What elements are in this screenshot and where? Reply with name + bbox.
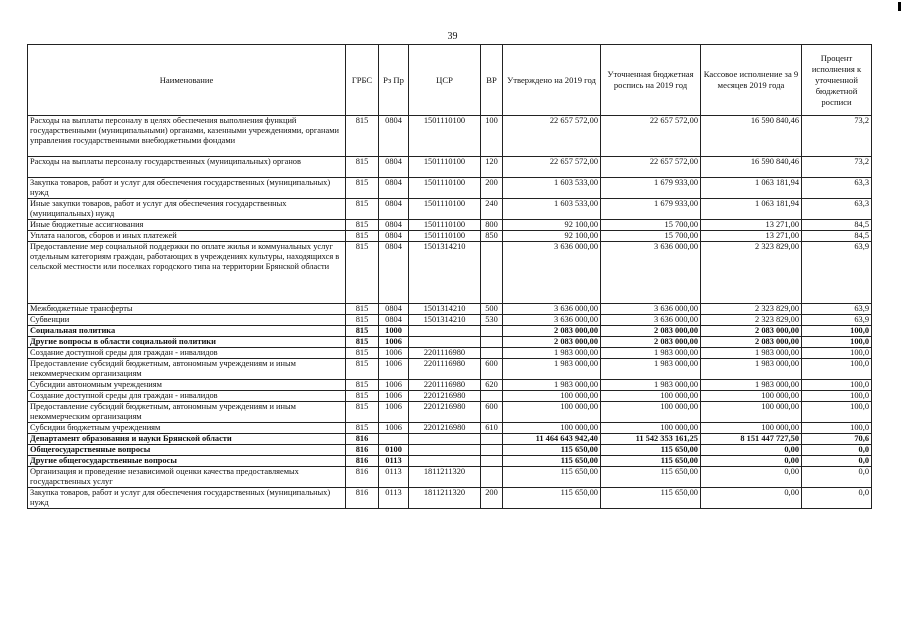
cell-cash: 13 271,00 (701, 220, 802, 231)
table-row (28, 337, 872, 348)
cell-vr: 850 (481, 231, 503, 242)
cell-vr (481, 456, 503, 467)
cell-approved: 3 636 000,00 (503, 315, 601, 326)
cell-cash: 16 590 840,46 (701, 116, 802, 157)
cell-cash: 0,00 (701, 467, 802, 488)
cell-vr (481, 434, 503, 445)
cell-name: Расходы на выплаты персоналу в целях обеспечения выполнения функций государственными (муниципальными) органами, казенными учреждениями, органами управления государственными внебюджетными фондами (28, 116, 346, 157)
table-row (28, 391, 872, 402)
cell-percent: 0,0 (802, 467, 872, 488)
cell-percent: 100,0 (802, 380, 872, 391)
cell-refined: 115 650,00 (601, 488, 701, 509)
cell-rzpr: 1006 (379, 402, 409, 423)
cell-refined: 15 700,00 (601, 231, 701, 242)
table-row (28, 315, 872, 326)
cell-cash: 1 063 181,94 (701, 199, 802, 220)
cell-name: Социальная политика (28, 326, 346, 337)
table-row (28, 467, 872, 488)
cell-csr: 1501110100 (409, 116, 481, 157)
cell-csr: 1501110100 (409, 157, 481, 178)
table-row (28, 348, 872, 359)
cell-vr (481, 348, 503, 359)
cell-approved: 3 636 000,00 (503, 242, 601, 304)
page-number: 39 (447, 31, 458, 42)
cell-grbs: 815 (346, 231, 379, 242)
cell-rzpr: 1006 (379, 337, 409, 348)
cell-grbs: 815 (346, 359, 379, 380)
cell-grbs: 816 (346, 456, 379, 467)
cell-vr: 240 (481, 199, 503, 220)
table-row (28, 199, 872, 220)
cell-percent: 63,9 (802, 315, 872, 326)
table-row (28, 157, 872, 178)
cell-percent: 0,0 (802, 488, 872, 509)
cell-vr: 500 (481, 304, 503, 315)
cell-percent: 0,0 (802, 445, 872, 456)
header-refined: Уточненная бюджетная роспись на 2019 год (601, 45, 701, 116)
cell-grbs: 815 (346, 116, 379, 157)
cell-csr (409, 326, 481, 337)
table-header-row (28, 45, 872, 116)
cell-csr (409, 337, 481, 348)
cell-cash: 0,00 (701, 445, 802, 456)
cell-name: Общегосударственные вопросы (28, 445, 346, 456)
cell-cash: 0,00 (701, 456, 802, 467)
cell-percent: 100,0 (802, 348, 872, 359)
cell-cash: 8 151 447 727,50 (701, 434, 802, 445)
cell-cash: 2 083 000,00 (701, 337, 802, 348)
cell-refined: 15 700,00 (601, 220, 701, 231)
cell-refined: 22 657 572,00 (601, 157, 701, 178)
cell-grbs: 815 (346, 199, 379, 220)
cell-vr (481, 326, 503, 337)
header-grbs: ГРБС (346, 45, 379, 116)
cell-name: Иные бюджетные ассигнования (28, 220, 346, 231)
cell-rzpr: 1006 (379, 391, 409, 402)
cell-approved: 100 000,00 (503, 423, 601, 434)
cell-name: Расходы на выплаты персоналу государственных (муниципальных) органов (28, 157, 346, 178)
cell-csr: 1811211320 (409, 467, 481, 488)
cell-csr: 2201116980 (409, 359, 481, 380)
cell-vr: 600 (481, 402, 503, 423)
cell-vr (481, 391, 503, 402)
cell-csr: 1501110100 (409, 199, 481, 220)
cell-approved: 11 464 643 942,40 (503, 434, 601, 445)
cell-refined: 2 083 000,00 (601, 337, 701, 348)
cell-approved: 22 657 572,00 (503, 116, 601, 157)
cell-csr: 1501110100 (409, 178, 481, 199)
cell-grbs: 816 (346, 488, 379, 509)
cell-name: Иные закупки товаров, работ и услуг для обеспечения государственных (муниципальных) нужд (28, 199, 346, 220)
cell-name: Уплата налогов, сборов и иных платежей (28, 231, 346, 242)
cell-name: Субвенции (28, 315, 346, 326)
cell-grbs: 815 (346, 157, 379, 178)
cell-grbs: 815 (346, 380, 379, 391)
cell-refined: 22 657 572,00 (601, 116, 701, 157)
cell-csr: 1501110100 (409, 220, 481, 231)
cell-csr: 1501314210 (409, 315, 481, 326)
table-row (28, 304, 872, 315)
cell-cash: 2 323 829,00 (701, 315, 802, 326)
cell-approved: 115 650,00 (503, 467, 601, 488)
cell-name: Создание доступной среды для граждан - инвалидов (28, 348, 346, 359)
cell-rzpr (379, 434, 409, 445)
table-row (28, 488, 872, 509)
table-row (28, 402, 872, 423)
cell-cash: 100 000,00 (701, 423, 802, 434)
cell-refined: 1 679 933,00 (601, 178, 701, 199)
cell-approved: 92 100,00 (503, 220, 601, 231)
cell-cash: 1 983 000,00 (701, 348, 802, 359)
cell-cash: 13 271,00 (701, 231, 802, 242)
cell-csr: 2201216980 (409, 402, 481, 423)
cell-percent: 100,0 (802, 337, 872, 348)
cell-rzpr: 0100 (379, 445, 409, 456)
cell-cash: 0,00 (701, 488, 802, 509)
cell-vr: 200 (481, 488, 503, 509)
cell-percent: 100,0 (802, 391, 872, 402)
header-rzpr: Рз Пр (379, 45, 409, 116)
cell-name: Закупка товаров, работ и услуг для обеспечения государственных (муниципальных) нужд (28, 488, 346, 509)
cell-vr (481, 242, 503, 304)
cell-name: Другие вопросы в области социальной политики (28, 337, 346, 348)
cell-cash: 1 983 000,00 (701, 380, 802, 391)
cell-rzpr: 0804 (379, 231, 409, 242)
table-row (28, 178, 872, 199)
cell-rzpr: 1006 (379, 380, 409, 391)
header-percent: Процент исполнения к уточненной бюджетной росписи (802, 45, 872, 116)
corner-mark (898, 2, 901, 11)
table-row (28, 445, 872, 456)
cell-name: Создание доступной среды для граждан - инвалидов (28, 391, 346, 402)
cell-grbs: 816 (346, 434, 379, 445)
cell-grbs: 816 (346, 445, 379, 456)
cell-grbs: 815 (346, 178, 379, 199)
cell-name: Субсидии автономным учреждениям (28, 380, 346, 391)
cell-vr (481, 467, 503, 488)
cell-percent: 73,2 (802, 116, 872, 157)
cell-approved: 92 100,00 (503, 231, 601, 242)
cell-name: Организация и проведение независимой оценки качества предоставляемых государственных услуг (28, 467, 346, 488)
header-approved: Утверждено на 2019 год (503, 45, 601, 116)
cell-rzpr: 0804 (379, 116, 409, 157)
cell-grbs: 815 (346, 242, 379, 304)
table-row (28, 456, 872, 467)
cell-csr: 2201216980 (409, 423, 481, 434)
cell-refined: 11 542 353 161,25 (601, 434, 701, 445)
cell-grbs: 815 (346, 402, 379, 423)
cell-refined: 115 650,00 (601, 445, 701, 456)
cell-approved: 115 650,00 (503, 488, 601, 509)
cell-percent: 63,3 (802, 178, 872, 199)
table-row (28, 242, 872, 304)
cell-percent: 0,0 (802, 456, 872, 467)
cell-approved: 3 636 000,00 (503, 304, 601, 315)
cell-approved: 22 657 572,00 (503, 157, 601, 178)
cell-approved: 1 603 533,00 (503, 199, 601, 220)
cell-percent: 84,5 (802, 220, 872, 231)
cell-name: Закупка товаров, работ и услуг для обеспечения государственных (муниципальных) нужд (28, 178, 346, 199)
cell-rzpr: 0804 (379, 157, 409, 178)
cell-percent: 63,9 (802, 242, 872, 304)
cell-approved: 2 083 000,00 (503, 337, 601, 348)
cell-rzpr: 1006 (379, 348, 409, 359)
cell-percent: 70,6 (802, 434, 872, 445)
cell-refined: 2 083 000,00 (601, 326, 701, 337)
cell-grbs: 815 (346, 348, 379, 359)
cell-refined: 3 636 000,00 (601, 242, 701, 304)
cell-rzpr: 0804 (379, 315, 409, 326)
cell-name: Департамент образования и науки Брянской области (28, 434, 346, 445)
cell-cash: 16 590 840,46 (701, 157, 802, 178)
cell-rzpr: 0113 (379, 456, 409, 467)
cell-approved: 1 983 000,00 (503, 359, 601, 380)
cell-vr (481, 337, 503, 348)
cell-grbs: 815 (346, 326, 379, 337)
cell-refined: 115 650,00 (601, 456, 701, 467)
cell-name: Межбюджетные трансферты (28, 304, 346, 315)
cell-grbs: 815 (346, 337, 379, 348)
cell-name: Субсидии бюджетным учреждениям (28, 423, 346, 434)
cell-name: Предоставление субсидий бюджетным, автономным учреждениям и иным некоммерческим организациям (28, 359, 346, 380)
cell-vr: 620 (481, 380, 503, 391)
cell-approved: 1 983 000,00 (503, 348, 601, 359)
cell-percent: 63,9 (802, 304, 872, 315)
cell-csr: 2201116980 (409, 348, 481, 359)
cell-percent: 84,5 (802, 231, 872, 242)
cell-grbs: 815 (346, 391, 379, 402)
table-row (28, 434, 872, 445)
cell-refined: 3 636 000,00 (601, 304, 701, 315)
table-row (28, 220, 872, 231)
cell-grbs: 815 (346, 423, 379, 434)
cell-cash: 1 983 000,00 (701, 359, 802, 380)
cell-approved: 1 983 000,00 (503, 380, 601, 391)
table-row (28, 116, 872, 157)
budget-table (27, 44, 872, 509)
cell-rzpr: 1006 (379, 423, 409, 434)
cell-refined: 100 000,00 (601, 391, 701, 402)
cell-approved: 115 650,00 (503, 445, 601, 456)
cell-rzpr: 0804 (379, 220, 409, 231)
header-name: Наименование (28, 45, 346, 116)
cell-rzpr: 1006 (379, 359, 409, 380)
cell-refined: 100 000,00 (601, 423, 701, 434)
cell-rzpr: 0113 (379, 488, 409, 509)
cell-cash: 1 063 181,94 (701, 178, 802, 199)
cell-rzpr: 0804 (379, 178, 409, 199)
cell-refined: 100 000,00 (601, 402, 701, 423)
cell-approved: 100 000,00 (503, 391, 601, 402)
cell-percent: 100,0 (802, 423, 872, 434)
cell-percent: 73,2 (802, 157, 872, 178)
cell-refined: 1 983 000,00 (601, 380, 701, 391)
cell-vr (481, 445, 503, 456)
table-row (28, 231, 872, 242)
table-row (28, 326, 872, 337)
cell-csr: 2201116980 (409, 380, 481, 391)
cell-cash: 100 000,00 (701, 391, 802, 402)
cell-percent: 63,3 (802, 199, 872, 220)
cell-vr: 120 (481, 157, 503, 178)
cell-percent: 100,0 (802, 359, 872, 380)
cell-vr: 600 (481, 359, 503, 380)
cell-csr: 1501110100 (409, 231, 481, 242)
cell-refined: 3 636 000,00 (601, 315, 701, 326)
cell-cash: 100 000,00 (701, 402, 802, 423)
cell-rzpr: 0804 (379, 242, 409, 304)
cell-cash: 2 323 829,00 (701, 242, 802, 304)
cell-rzpr: 0113 (379, 467, 409, 488)
cell-name: Предоставление мер социальной поддержки по оплате жилья и коммунальных услуг отдельным категориям граждан, работающих в учреждениях культуры, находящихся в сельской местности или поселках городского типа на территории Брянской области (28, 242, 346, 304)
cell-percent: 100,0 (802, 402, 872, 423)
cell-approved: 1 603 533,00 (503, 178, 601, 199)
cell-vr: 610 (481, 423, 503, 434)
cell-csr: 1501314210 (409, 242, 481, 304)
cell-grbs: 815 (346, 304, 379, 315)
cell-refined: 1 983 000,00 (601, 359, 701, 380)
cell-name: Другие общегосударственные вопросы (28, 456, 346, 467)
cell-refined: 1 679 933,00 (601, 199, 701, 220)
header-csr: ЦСР (409, 45, 481, 116)
cell-grbs: 816 (346, 467, 379, 488)
cell-rzpr: 1000 (379, 326, 409, 337)
cell-csr: 2201216980 (409, 391, 481, 402)
cell-vr: 100 (481, 116, 503, 157)
cell-csr: 1811211320 (409, 488, 481, 509)
cell-cash: 2 323 829,00 (701, 304, 802, 315)
table-row (28, 380, 872, 391)
cell-grbs: 815 (346, 220, 379, 231)
cell-csr: 1501314210 (409, 304, 481, 315)
cell-rzpr: 0804 (379, 304, 409, 315)
cell-rzpr: 0804 (379, 199, 409, 220)
cell-refined: 1 983 000,00 (601, 348, 701, 359)
cell-grbs: 815 (346, 315, 379, 326)
cell-approved: 100 000,00 (503, 402, 601, 423)
cell-csr (409, 434, 481, 445)
cell-percent: 100,0 (802, 326, 872, 337)
table-row (28, 359, 872, 380)
cell-csr (409, 445, 481, 456)
cell-cash: 2 083 000,00 (701, 326, 802, 337)
cell-approved: 115 650,00 (503, 456, 601, 467)
table-row (28, 423, 872, 434)
cell-refined: 115 650,00 (601, 467, 701, 488)
cell-name: Предоставление субсидий бюджетным, автономным учреждениям и иным некоммерческим организациям (28, 402, 346, 423)
cell-approved: 2 083 000,00 (503, 326, 601, 337)
cell-csr (409, 456, 481, 467)
cell-vr: 800 (481, 220, 503, 231)
header-cash: Кассовое исполнение за 9 месяцев 2019 года (701, 45, 802, 116)
cell-vr: 200 (481, 178, 503, 199)
cell-vr: 530 (481, 315, 503, 326)
header-vr: ВР (481, 45, 503, 116)
